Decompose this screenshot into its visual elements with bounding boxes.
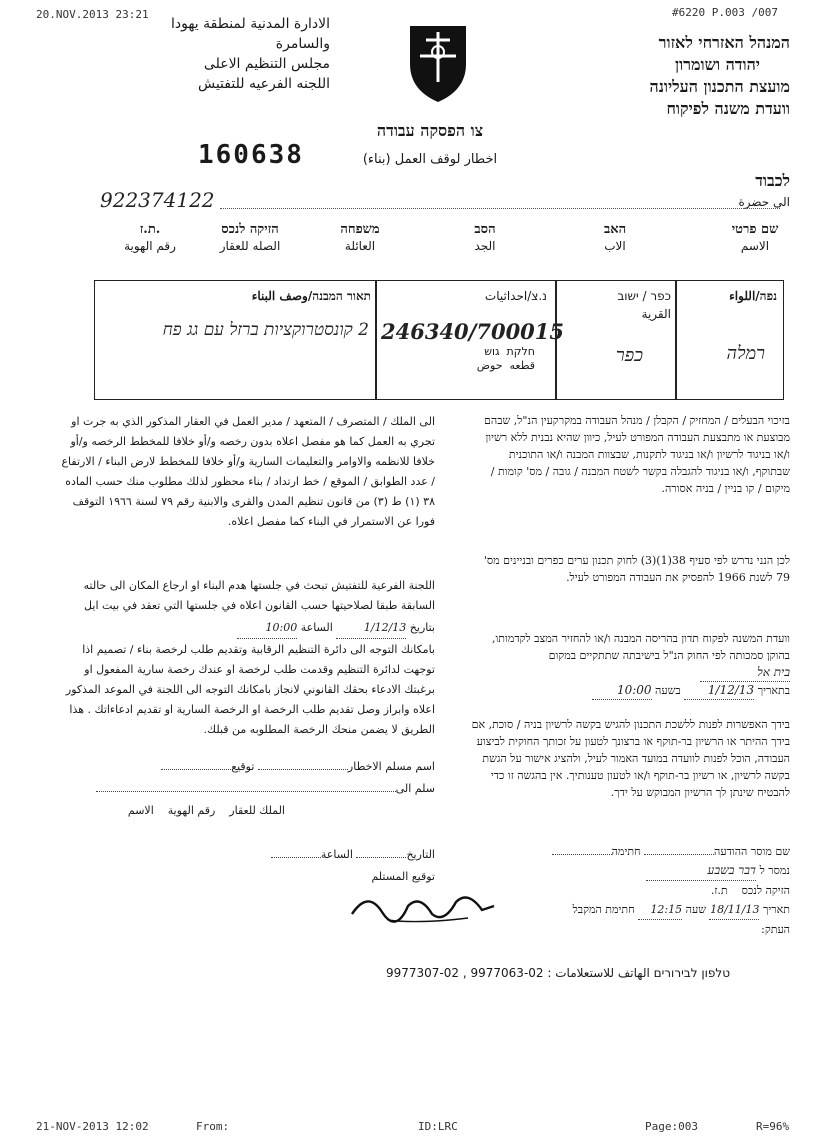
parcel-labels [425, 345, 535, 373]
fax-footer-from: From: [196, 1120, 230, 1133]
arabic-block-2-date [60, 618, 435, 639]
area-label: נפה/اللواء [729, 289, 777, 303]
description-value: 2 קונסטרוקציות ברזל עם גג פח [162, 320, 369, 340]
ar-receiver-sign-label: توقيع المستلم [371, 870, 435, 883]
arabic-block-3: بامكانك التوجه الى دائرة التنظيم الرقابية وتقديم طلب لرخصة بناء / تصميم اذا توجهت لدائرة التنظيم وقدمت طلب لرخصة او عندك رخصة سارية المفعول او برغبتك الادعاء بحقك القانوني لانجاز بامكانك التوجه الى اللجنة في الموعد المذكور اعلاه وابراز وصل تقديم طلب الرخصة او الرخصة السارية او تقديم ادعاءاتك . هذا الطريق لا يضمن منحك الرخصة المطلوبه من قبلك. [65, 643, 435, 736]
meeting-place: בית אל [700, 664, 790, 682]
hebrew-header-line: מועצת התכנון העליונה [649, 77, 790, 96]
hebrew-block-1: בזיכוי הבעלים / המחזיק / הקבלן / מנהל העבודה במקרקעין הנ"ל, שבהם מבוצעת או מתבצעת העבודה המפורט לעיל, כיוון שהיא נבנית ללא רשיון ו/או בניגוד לרשיון ו/או בניגוד לתקנות, שבצוות המבנה ו/או התוכנית שבתוקף, ו/או בניגוד להגבלה בקשר לשטח המבנה / גובה / מס' קומות / מיקום / קו בניין / בניה אסורה. [484, 414, 790, 495]
meeting-date-label: בתאריך [757, 684, 790, 697]
ar-time: 10:00 [237, 618, 297, 639]
arabic-header-line: الادارة المدنية لمنطقة يهودا [170, 16, 330, 32]
ar-issuer-label: اسم مسلم الاخطار [347, 760, 435, 773]
hebrew-authority-header [530, 32, 790, 120]
emblem-logo [406, 22, 470, 104]
ar-signoff-time-label: الساعة [320, 848, 353, 861]
col-id: ת.ז. رقم الهوية [124, 222, 176, 253]
fax-footer-r: R=96% [756, 1120, 790, 1133]
col-relation: הזיקה לנכס الصله للعقار [219, 222, 281, 253]
ar-date: 1/12/13 [336, 618, 406, 639]
hebrew-header-line: יהודה ושומרון [675, 55, 760, 74]
parcel-label: قطعه [509, 359, 535, 372]
relation-label: הזיקה לנכס [741, 884, 790, 897]
parcel-label: גוש [484, 345, 500, 358]
order-number: 160638 [198, 140, 304, 170]
date-value: 18/11/13 [709, 900, 759, 920]
phone-line: טלפון לבירורים الهاتف للاستعلامات : 02-9977063 , 02-9977307 [385, 966, 730, 980]
title-arabic: اخطار لوقف العمل (بناء) [362, 152, 498, 167]
arabic-header-line: اللجنه الفرعيه للتفتيش [197, 76, 330, 92]
recipient-columns [110, 222, 800, 268]
ar-delivered-label: سلم الى [395, 782, 435, 795]
col-grandfather: הסב الجد [474, 222, 496, 253]
arabic-authority-header [60, 14, 330, 94]
ar-sign-label: توقيع [231, 760, 255, 773]
arabic-header-line: والسامرة [275, 36, 330, 52]
handwritten-signature [348, 884, 498, 932]
arabic-signoff-date [210, 844, 435, 888]
ar-signoff-date-label: التاريخ [406, 848, 435, 861]
fax-header-timestamp: 20.NOV.2013 23:21 [36, 8, 149, 21]
divider [675, 281, 677, 399]
property-box [94, 280, 784, 400]
hebrew-block-4: בידך האפשרות לפנות ללשכת התכנון להגיש בקשה לרשיון בניה / סוכת, אם בידך ההיתר או הרשיון בר-תוקף או ברצונך לטעון על זכותך החוקית לביצוע העבודה, הוכל לפנות לוועדה במועד האמור לעיל, ולהציג אישור על הגשת בקשה לרשיון, או רשיון בר-תוקף ו/או לטעון טענותיך. אין בהגשה זו כדי להבטיח שינתן לך הרשיון המבוקש על ידך. [471, 718, 790, 799]
recipient-label-hebrew: לכבוד [755, 171, 790, 190]
ar-col-label: رقم الهوية [167, 804, 216, 817]
arabic-header-line: مجلس التنظيم الاعلى [203, 56, 330, 72]
col-family: משפחה العائلة [340, 222, 380, 253]
fax-footer-date: 21-NOV-2013 12:02 [36, 1120, 149, 1133]
recipient-name-line [220, 186, 780, 209]
time-value: 12:15 [638, 900, 682, 920]
arabic-block-2: اللجنة الفرعية للتفتيش تبحث في جلستها هدم البناء او ارجاع المكان الى حالته السابقة طبقا لصلاحيتها حسب القانون اعلاه في جلستها التي تعقد في بيت ايل [83, 579, 435, 612]
fax-footer-id: ID:LRC [418, 1120, 458, 1133]
parcel-label: حوض [476, 359, 503, 372]
ar-col-label: الملك للعقار [229, 804, 285, 817]
hebrew-block-3 [470, 630, 790, 700]
coords-value: 246340/700015 [381, 319, 565, 344]
hebrew-header-line: וועדת משנה לפיקוח [666, 99, 790, 118]
receiver-sign-label: חתימת המקבל [572, 903, 635, 916]
hebrew-block-3-text: וועדת המשנה לפקוח תדון בהריסה המבנה ו/או להחזיר המצב לקדמותו, בהוקן סמכותה לפי החוק הנ"ל בישיבתה שתתקיים במקום [491, 632, 790, 662]
delivered-label: נמסר ל [759, 864, 790, 877]
meeting-time: 10:00 [592, 682, 652, 700]
village-label-arabic: القرية [641, 307, 671, 321]
hebrew-block-2: לכן הנני נדרש לפי סעיף 38(1)(3) לחוק תכנון ערים כפרים ובניינים מס' 79 לשנת 1966 להפסיק את העבודה המפורט לעיל. [483, 554, 790, 584]
date-label: תאריך [762, 903, 790, 916]
title-hebrew: צו הפסקה עבודה [376, 121, 484, 140]
village-label: כפר / ישוב [617, 289, 671, 303]
meeting-date: 1/12/13 [684, 682, 754, 700]
recipient-label-arabic: الى حضرة [738, 195, 790, 209]
hebrew-signoff [460, 842, 790, 939]
hebrew-header-line: המנהל האזרחי לאזור [658, 33, 790, 52]
arabic-block-1: الى الملك / المتصرف / المتعهد / مدير العمل في العقار المذكور الذي به جرت او تجري به العمل كما هو مفصل اعلاه بدون رخصه و/أو خلافا للمخطط الرخصه و/أو خلافا للانظمه والاوامر والتعليمات السارية و/أو خلافا للمخطط لارض البناء / الارتفاع / عدد الطوابق / الموقع / خط ارتداد / بناء محظور لذلك مطلوب منك حسب الماده ٣٨ (١) ط (٣) من قانون تنظيم المدن والقرى والابنية رقم ٧٩ لسنة ١٩٦٦ التوقف فورا عن الاستمرار في البناء كما مفصل اعلاه. [61, 415, 435, 528]
ar-date-label: بتاريخ [409, 621, 435, 634]
issuer-label: שם מוסר ההודעה [714, 845, 790, 858]
col-father: האב الاب [603, 222, 627, 253]
ar-col-label: الاسم [127, 804, 154, 817]
sign-label: חתימה [611, 845, 641, 858]
id-label: ת.ז. [710, 884, 728, 897]
description-label: תאור המבנה/وصف البناء [251, 289, 371, 303]
recipient-id-handwritten: 922374122 [100, 188, 215, 212]
area-value: רמלה [726, 343, 765, 364]
copy-label: העתק: [761, 923, 790, 936]
delivered-value: דבר בשבע [646, 861, 756, 881]
fax-footer-page: Page:003 [645, 1120, 698, 1133]
parcel-label: חלקת [506, 345, 535, 358]
ar-time-label: الساعة [300, 621, 333, 634]
meeting-time-label: בשעה [655, 684, 681, 697]
fax-header-page: #6220 P.003 /007 [672, 6, 778, 19]
col-first-name: שם פרטי الاسم [731, 222, 779, 253]
coords-label: נ.צ/احداثيات [484, 289, 547, 303]
arabic-signoff [60, 756, 435, 822]
time-label: שעה [685, 903, 706, 916]
village-value: כפר [615, 345, 643, 366]
